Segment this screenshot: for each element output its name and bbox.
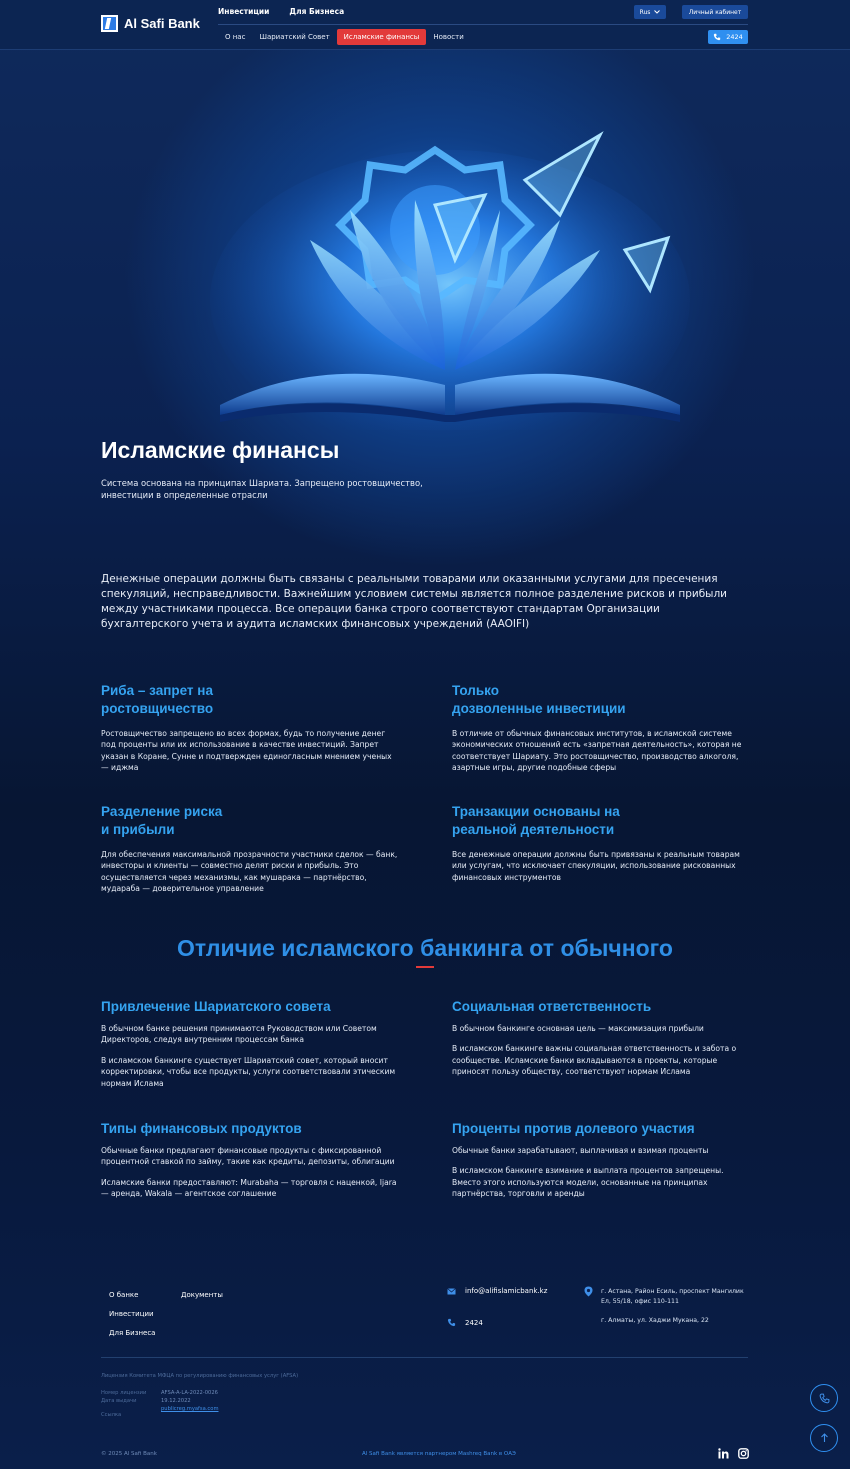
title-underline <box>416 966 434 968</box>
phone-icon <box>447 1318 456 1327</box>
feature-title: Транзакции основаны на реальной деятельности <box>452 804 620 837</box>
site-header <box>0 0 850 50</box>
license-number-label: Номер лицензии <box>101 1390 147 1396</box>
sub-nav-about[interactable]: О нас <box>225 33 246 41</box>
footer-link-about[interactable]: О банке <box>109 1291 139 1299</box>
feature-risk-sharing <box>101 803 401 895</box>
diff-interest-vs-equity <box>452 1121 752 1200</box>
diff-product-types <box>101 1121 401 1200</box>
phone-button[interactable] <box>708 30 748 44</box>
footer-link-business[interactable]: Для Бизнеса <box>109 1329 156 1337</box>
linkedin-icon <box>718 1448 729 1459</box>
partner-text[interactable]: Al Safi Bank является партнером Mashreq Bank в ОАЭ <box>362 1451 516 1457</box>
differences-title: Отличие исламского банкинга от обычного <box>177 935 673 961</box>
instagram-link[interactable] <box>737 1447 749 1459</box>
instagram-icon <box>738 1448 749 1459</box>
top-nav-business[interactable]: Для Бизнеса <box>289 7 345 16</box>
hero-subtitle: Система основана на принципах Шариата. Запрещено ростовщичество, инвестиции в определенные отрасли <box>101 478 423 500</box>
feature-text: В отличие от обычных финансовых институтов, в исламской системе экономических отношений есть «запретная деятельность», которая не соответствует Шариату. Это ростовщичество, производство алкоголя, азартные игры, другие подобные сферы <box>452 729 742 773</box>
footer-phone[interactable] <box>447 1318 483 1327</box>
page-title: Исламские финансы <box>101 437 340 463</box>
feature-text: Все денежные операции должны быть привязаны к реальным товарам или услугам, что исключает спекуляции, использование рискованных финансовых инструментов <box>452 850 740 882</box>
diff-paragraph: Исламские банки предоставляют: Murabaha — торговля с наценкой, Ijara — аренда, Wakala — агентское соглашение <box>101 1177 397 1199</box>
mail-icon <box>447 1288 456 1295</box>
chevron-down-icon <box>654 10 660 14</box>
footer-email-text: info@alifislamicbank.kz <box>465 1287 548 1295</box>
feature-text: Для обеспечения максимальной прозрачности участники сделок — банк, инвесторы и клиенты — совместно делят риски и прибыль. Это осуществляется через механизмы, как мушарака — партнёрство, мудараба — доверительное управление <box>101 850 398 894</box>
personal-cabinet-button[interactable]: Личный кабинет <box>682 5 748 19</box>
feature-permitted-investments <box>452 682 752 774</box>
hero-illustration-book <box>200 130 700 430</box>
phone-icon <box>713 33 721 41</box>
scroll-to-top-button[interactable] <box>810 1424 838 1452</box>
language-label: Rus <box>639 8 651 16</box>
license-link[interactable]: publicreg.myafsa.com <box>161 1406 219 1412</box>
top-nav <box>218 7 344 16</box>
feature-real-activity <box>452 803 752 883</box>
language-select[interactable] <box>634 5 666 19</box>
feature-title: Разделение риска и прибыли <box>101 804 223 837</box>
header-divider <box>218 24 748 25</box>
phone-icon <box>819 1393 830 1404</box>
feature-title: Риба – запрет на ростовщичество <box>101 683 214 716</box>
feature-title: Только дозволенные инвестиции <box>452 683 626 716</box>
logo-text: Al Safi Bank <box>124 16 200 31</box>
phone-number: 2424 <box>726 33 743 41</box>
diff-social-responsibility <box>452 999 752 1078</box>
diff-paragraph: В обычном банке решения принимаются Руководством или Советом Директоров, следуя внутренним процессам банка <box>101 1024 377 1045</box>
sub-nav-news[interactable]: Новости <box>433 33 464 41</box>
logo[interactable] <box>101 15 200 32</box>
sub-nav <box>218 29 471 45</box>
logo-icon <box>101 15 118 32</box>
diff-title: Привлечение Шариатского совета <box>101 999 331 1014</box>
arrow-up-icon <box>820 1433 829 1443</box>
footer-phone-text: 2424 <box>465 1318 483 1327</box>
floating-call-button[interactable] <box>810 1384 838 1412</box>
feature-text: Ростовщичество запрещено во всех формах, будь то получение денег под проценты или их использование в качестве инвестиций. Запрет указан в Коране, Сунне и подтвержден единогласным мнением ученых — иджма <box>101 729 392 773</box>
diff-title: Проценты против долевого участия <box>452 1121 695 1136</box>
diff-title: Социальная ответственность <box>452 999 652 1014</box>
linkedin-link[interactable] <box>717 1447 729 1459</box>
diff-title: Типы финансовых продуктов <box>101 1121 302 1136</box>
footer-address-almaty: г. Алматы, ул. Хаджи Мукана, 22 <box>601 1317 709 1324</box>
location-icon <box>584 1286 593 1297</box>
diff-paragraph: В исламском банкинге взимание и выплата процентов запрещены. Вместо этого используются модели, основанные на принципах партнёрства, торговли и аренды <box>452 1166 724 1199</box>
footer-link-documents[interactable]: Документы <box>181 1291 223 1299</box>
diff-sharia-council <box>101 999 401 1089</box>
footer-divider <box>101 1357 748 1358</box>
intro-paragraph: Денежные операции должны быть связаны с реальными товарами или оказанными услугами для пресечения спекуляций, несправедливости. Важнейшим условием системы является полное разделение рисков и прибыли между участниками процесса. Все операции банка строго соответствуют стандартам Организации бухгалтерского учета и аудита исламских финансовых учреждений (AAOIFI) <box>101 573 727 630</box>
footer-link-investments[interactable]: Инвестиции <box>109 1310 154 1318</box>
footer-email[interactable] <box>447 1287 547 1295</box>
feature-riba <box>101 682 401 774</box>
diff-paragraph: В исламском банкинге важны социальная ответственность и забота о сообществе. Исламские банки вкладываются в проекты, которые приносят пользу обществу, соответствуют нормам Ислама <box>452 1044 737 1077</box>
license-number: AFSA-A-LA-2022-0026 <box>161 1390 218 1396</box>
license-date: 19.12.2022 <box>161 1398 191 1404</box>
license-date-label: Дата выдачи <box>101 1398 137 1404</box>
license-link-label: Ссылка <box>101 1412 122 1418</box>
diff-paragraph: В исламском банкинге существует Шариатский совет, который вносит корректировки, чтобы все продукты, услуги соответствовали этическим нормам Ислама <box>101 1055 396 1088</box>
diff-paragraph: Обычные банки предлагают финансовые продукты с фиксированной процентной ставкой по займу, такие как кредиты, депозиты, облигации <box>101 1146 395 1167</box>
sub-nav-islamic-finance[interactable]: Исламские финансы <box>337 29 427 45</box>
top-nav-investments[interactable]: Инвестиции <box>218 7 270 16</box>
footer-address-astana: г. Астана, Район Есиль, проспект Мангилик Ел, 55/18, офис 110-111 <box>601 1288 744 1305</box>
copyright: © 2025 Al Safi Bank <box>101 1451 157 1457</box>
sub-nav-sharia-council[interactable]: Шариатский Совет <box>259 33 330 41</box>
license-title: Лицензия Комитета МФЦА по регулированию финансовых услуг (AFSA) <box>101 1373 299 1379</box>
diff-paragraph: Обычные банки зарабатывают, выплачивая и взимая проценты <box>452 1146 709 1155</box>
diff-paragraph: В обычном банкинге основная цель — максимизация прибыли <box>452 1024 704 1033</box>
